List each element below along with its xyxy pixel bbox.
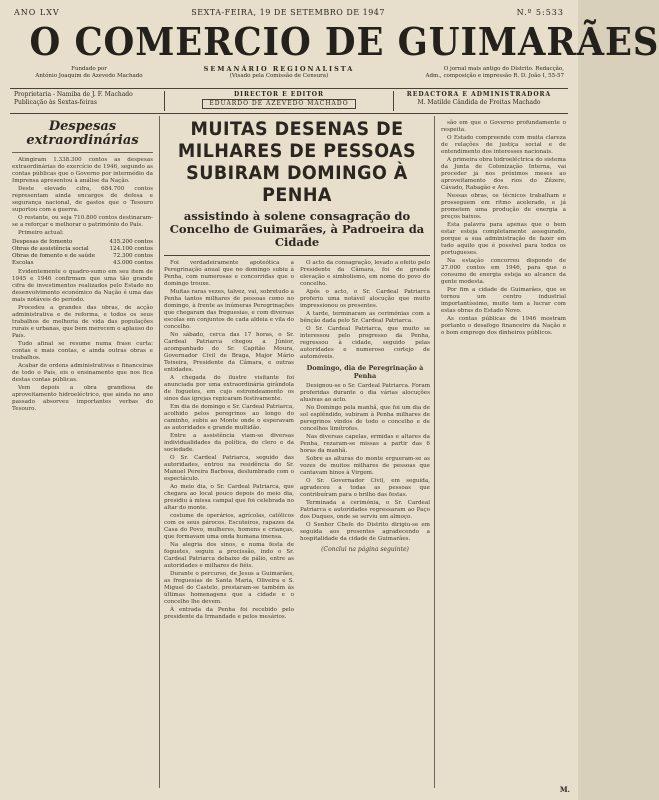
staff-bar: [10, 88, 568, 114]
divider: [164, 255, 430, 256]
paragraph: Acabar de ordens administrativas e financeiras de todo o País, eis o ensinamento que nos fica destas contas públicas.: [12, 363, 153, 383]
paragraph: As contas públicas de 1946 mostram portanto o desafogo financeiro da Nação e o bom emprego dos dinheiros públicos.: [441, 316, 566, 336]
row-value: 72.300 contos: [113, 253, 153, 259]
weekly-note: (Visado pela Comissão de Censura): [229, 72, 329, 79]
paragraph: Durante o percurso, de Jesus a Guimarães, as freguesias de Santa Maria, Oliveira e S. Miguel do Castelo, prestaram-se também às últimas homenagens que a cidade e o concelho lhe devem.: [164, 571, 294, 605]
paragraph: Procedeu a grandes das obras, de acção administrativa e de reforma, e todos os seus trabalhos de melhoria de vida das populações rurais e urbanas, que bem merecem o aplauso do País.: [12, 305, 153, 339]
right-column: [434, 116, 568, 788]
table-row: [12, 239, 153, 246]
paragraph: O Estado compreende com muita clareza de relações de justiça social e de entendimento dos interesses nacionais.: [441, 135, 566, 155]
weekly-label: SEMANÁRIO REGIONALISTA: [203, 65, 355, 73]
paragraph: Atingiram 1.338.300 contos as despesas extraordinárias do exercício de 1946, segundo as contas públicas que o Governo por intermédio da Imprensa apresentou à análise da Nação.: [12, 157, 153, 184]
founder-name: António Joaquim de Azevedo Machado: [35, 72, 143, 79]
paragraph: Designou-se o Sr. Cardeal Patriarca. Foram proferidas durante o dia várias alocuções alusivas ao acto.: [300, 383, 430, 403]
main-headline: MUITAS DESENAS DE MILHARES DE PESSOAS SUBIRAM DOMINGO À PENHA: [177, 118, 417, 206]
director-title: DIRECTOR E EDITOR: [233, 91, 325, 98]
left-article-body: [12, 157, 153, 237]
paragraph: O Sr. Cardeal Patriarca, seguido das autoridades, entrou na residência do Sr. Manuel Pereira Barbosa, deslumbrado com o espectáculo.: [164, 455, 294, 482]
paragraph: O Senhor Chefe do Distrito dirigiu-se em seguida aos presentes agradecendo a hospitalidade da cidade de Guimarães.: [300, 522, 430, 542]
paragraph: Tudo afinal se resume numa frase curta: contas e mais contas, e ainda outras obras e trabalhos.: [12, 341, 153, 361]
left-article-title: Despesas extraordinárias: [26, 119, 139, 148]
owner-block: [14, 91, 164, 111]
year-label: ANO LXV: [14, 7, 60, 17]
main-article-columns: [164, 260, 430, 622]
main-deck: assistindo à solene consagração do Concelho de Guimarães, à Padroeira da Cidade: [169, 209, 425, 249]
paragraph: O Sr. Governador Civil, em seguida, agradeceu a todas as pessoas que contribuíram para o brilho das festas.: [300, 478, 430, 498]
paragraph: Vem depois a obra grandiosa de aproveitamento hidroeléctrico, que ainda no ano passado absorveu importantes verbas do Tesouro.: [12, 385, 153, 412]
row-value: 124.100 contos: [109, 246, 153, 252]
paragraph: Nas diversas capelas, ermidas e altares da Penha, rezaram-se missas a partir das 6 horas da manhã.: [300, 434, 430, 454]
main-column-2: [300, 260, 430, 622]
page-corner-mark: M.: [559, 785, 570, 794]
paragraph: A tarde, terminaram as cerimónias com a bênção dada pelo Sr. Cardeal Patriarca.: [300, 311, 430, 324]
masthead-title: O COMERCIO DE GUIMARÃES: [29, 19, 659, 64]
admin-name: M. Matilde Cândida de Freitas Machado: [417, 99, 541, 106]
table-row: [12, 246, 153, 253]
paragraph: Em dia de domingo e Sr. Cardeal Patriarca, acolhido pelos peregrinos ao longo do caminho, subiu ao Monte onde o esperavam as autoridades e grande multidão.: [164, 404, 294, 431]
table-row: [12, 260, 153, 267]
paragraph: Por fim a cidade de Guimarães, que se tornou um centro industrial importantíssimo, muito tem a lucrar com estas obras do Estado Novo.: [441, 287, 566, 314]
page-content: [10, 116, 568, 788]
divider: [12, 152, 153, 153]
paragraph: Esta palavra para apenas que o bem estar esteja completamente assegurado, porque a sua administração de fazer em tudo aquilo que é possível para todos os portugueses.: [441, 222, 566, 256]
table-title: Primeiro actual:: [18, 230, 64, 236]
owner-text: Proprietaria - Namiba de J. F. Machado: [14, 91, 133, 98]
row-value: 43.000 contos: [113, 260, 153, 266]
row-label: Obras de fomento e de saúde: [12, 253, 95, 259]
admin-title: REDACTORA E ADMINISTRADORA: [406, 91, 552, 98]
paragraph: Nessas obras, os técnicos trabalham e prosseguem em ritmo acelerado, e já prometem uma produção de energia a preços baixos.: [441, 193, 566, 220]
top-info-line: [10, 6, 568, 18]
founded-label: Fundado por: [71, 66, 107, 72]
main-column-1: [164, 260, 294, 622]
paragraph: Foi verdadeiramente apoteótica a Peregrinação anual que no domingo subiu à Penha, com numerosas e concorridas que o domingo trouxe.: [164, 260, 294, 287]
admin-block: [394, 91, 564, 111]
section-subheading: Domingo, dia de Peregrinação à Penha: [306, 364, 424, 380]
oldest-line-1: O jornal mais antigo do Distrito. Redacção,: [443, 66, 564, 72]
paragraph: Na alegria dos sinos, e numa festa de foguetes, seguiu a procissão, indo o Sr. Cardeal Patriarca debaixo de pálio, entre as autoridades e milhares de fiéis.: [164, 542, 294, 569]
paragraph: A primeira obra hidroeléctrica do sistema da Junta de Colonização Interna, vai proceder já nos próximos meses ao aproveitamento dos rios do Zêzere, Cávado, Rabagão e Ave.: [441, 157, 566, 191]
row-label: Despesas de fomento: [12, 239, 73, 245]
paragraph: Sobre as alturas do monte ergueram-se as vozes de muitos milhares de pessoas que cantavam hinos à Virgem.: [300, 456, 430, 476]
paragraph: Ao meio dia, o Sr. Cardeal Patriarca, que chegara ao local pouco depois do meio dia, presidiu à missa campal que foi celebrada no altar do monte.: [164, 484, 294, 511]
paragraph: À entrada da Penha foi recebido pelo presidente da Irmandade e pelos mesários.: [164, 607, 294, 620]
director-name: EDUARDO DE AZEVEDO MACHADO: [202, 99, 355, 109]
oldest-line-2: Adm., composição e impressão R. D. João I, 55-57: [425, 72, 564, 79]
paragraph: O acto da consagração, levado a efeito pelo Presidente da Câmara, foi de grande elevação e simbolismo, em nome do povo do concelho.: [300, 260, 430, 287]
publication-text: Publicação às Sextas-feiras: [14, 99, 97, 106]
weekly-block: [164, 66, 394, 79]
paragraph: No Domingo pela manhã, que foi um dia de sol esplêndido, subiram à Penha milhares de peregrinos vindos de todo o concelho e de concelhos limítrofes.: [300, 405, 430, 432]
paragraph: Entre a assistência viam-se diversas individualidades da política, do clero e da sociedade.: [164, 433, 294, 453]
table-row: [12, 253, 153, 260]
paragraph: são em que o Governo profundamente o respeita.: [441, 120, 566, 133]
paragraph: No sábado, cerca das 17 horas, o Sr. Cardeal Patriarca chegou a Júnior, acompanhado do Sr. Capitão Moura, Governador Civil de Braga, Major Mário Teixeira, Presidente da Câmara, e outras entidades.: [164, 332, 294, 373]
paragraph: O Sr. Cardeal Patriarca, que muito se interessou pelo progresso da Penha, regressou à cidade, seguido pelas autoridades e numeroso cortejo de automóveis.: [300, 326, 430, 360]
row-label: Obras de assistência social: [12, 246, 89, 252]
issue-date: SEXTA-FEIRA, 19 DE SETEMBRO DE 1947: [191, 7, 385, 17]
paragraph: Na estação concorreu dispondo de 27.000 contos em 1946, para que o consumo de energia esteja ao alcance da gente modesta.: [441, 258, 566, 285]
left-column: [10, 116, 160, 788]
issue-number: N.º 5:533: [516, 7, 564, 17]
continued-note: (Conclui na página seguinte): [321, 546, 409, 553]
paragraph: Evidentemente o quadro-sumo em seu item de 1945 e 1946 confirmam que uma tão grande cifra de investimentos realizados pelo Estado no desenvolvimento económico da Nação é uma das mais notáveis do período.: [12, 269, 153, 303]
subhead: [10, 66, 568, 88]
main-article: [160, 116, 434, 788]
oldest-block: [394, 66, 564, 79]
paragraph: Deste elevado cifra, 684.700 contos representam ainda encargos de defesa e segurança nacional, de gastos que o Tesouro suportou com a guerra.: [12, 186, 153, 213]
row-label: Escolas: [12, 260, 34, 266]
paragraph: costume de operários, agrícolas, católicos com os seus párocos. Escuteiros, rapazes da Casa do Povo, mulheres, homens e crianças, que formavam uma onda humana imensa.: [164, 513, 294, 540]
paragraph: Muitas raras vezes, talvez, vai, sobretudo a Penha tantos milhares de pessoas como no domingo, à frente as inúmeras Peregrinações que chegaram das freguesias, e com diversas escolas em conjuntos de cada aldeia e vila do concelho.: [164, 289, 294, 330]
founder-block: [14, 66, 164, 79]
expense-table: [12, 239, 153, 267]
left-article-body-cont: [12, 269, 153, 413]
paragraph: A chegada do ilustre visitante foi anunciada por uma extraordinária girândola de foguetes, em cujo estrondeamento os sinos das igrejas repicaram festivamente.: [164, 375, 294, 402]
director-block: [164, 91, 394, 111]
paragraph: Após o acto, o Sr. Cardeal Patriarca proferiu uma notável alocução que muito impressionou os presentes.: [300, 289, 430, 309]
paragraph: Terminada a cerimónia, o Sr. Cardeal Patriarca e autoridades regressaram ao Paço dos Duques, onde se serviu um almoço.: [300, 500, 430, 520]
paragraph: O restante, ou seja 710.800 contos destinaram-se a reforçar e melhorar o património do País.: [12, 215, 153, 228]
row-value: 435.200 contos: [109, 239, 153, 245]
right-article-body: [441, 120, 566, 337]
